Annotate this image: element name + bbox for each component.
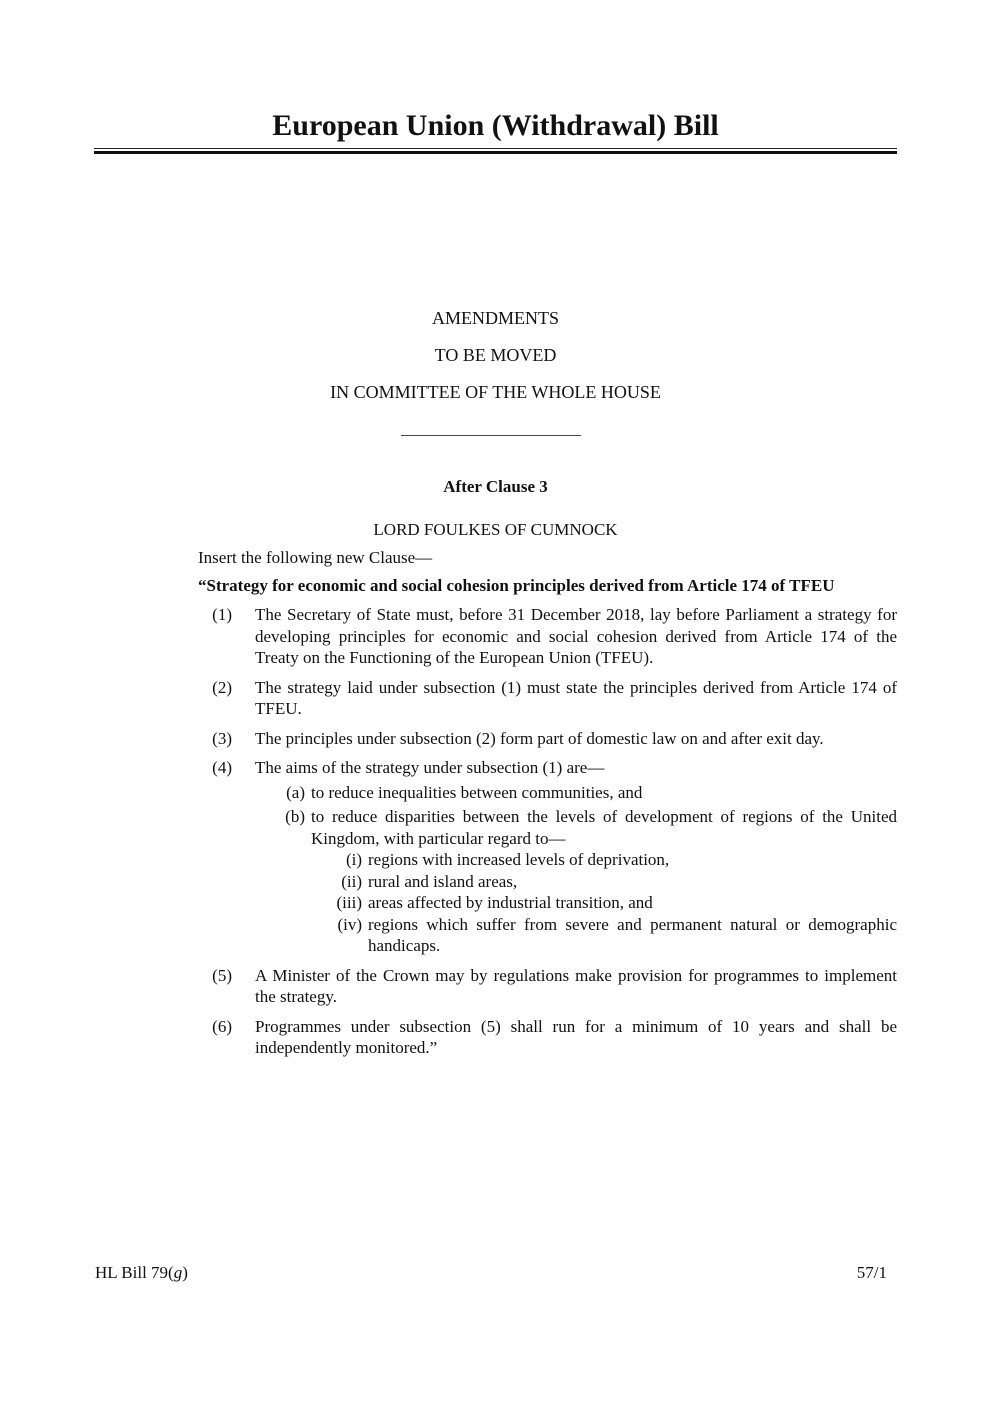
paragraph-b: [255, 806, 897, 849]
subparagraph-i: [311, 849, 897, 871]
document-title: European Union (Withdrawal) Bill: [272, 109, 719, 142]
subsection-text: Programmes under subsection (5) shall run for a minimum of 10 years and shall be independently monitored.”: [255, 1016, 897, 1057]
paragraph-number: (b): [285, 807, 305, 826]
subsection-1: [198, 604, 897, 669]
subsection-6: [198, 1016, 897, 1059]
subsection-number: (3): [212, 728, 232, 748]
subsection-number: (1): [212, 605, 232, 624]
subparagraph-number: (i): [345, 850, 362, 869]
subsection-text: A Minister of the Crown may by regulations make provision for programmes to implement the strategy.: [255, 965, 897, 1006]
title-rule-thick: [94, 151, 897, 154]
subparagraph-text: regions which suffer from severe and permanent natural or demographic handicaps.: [368, 914, 897, 955]
subparagraph-ii: [311, 871, 897, 893]
subsection-number: (2): [212, 677, 232, 697]
paragraph-number: (a): [286, 782, 305, 802]
subsection-2: [198, 677, 897, 720]
page-reference: 57/1: [856, 1263, 887, 1282]
subsection-text: The strategy laid under subsection (1) must state the principles derived from Article 174 of TFEU.: [255, 677, 897, 718]
subparagraph-number: (iii): [336, 893, 362, 912]
subsection-4: [198, 757, 897, 779]
subsection-5: [198, 965, 897, 1008]
subparagraph-text: areas affected by industrial transition, and: [368, 893, 653, 912]
subsection-text: The aims of the strategy under subsection (1) are—: [255, 758, 605, 777]
subsection-number: (5): [212, 965, 232, 985]
subparagraph-iv: [311, 914, 897, 957]
subsection-number: (4): [212, 758, 232, 777]
amendment-body: [198, 547, 897, 1059]
subsection-text: The principles under subsection (2) form part of domestic law on and after exit day.: [255, 728, 824, 748]
subsection-3: [198, 728, 897, 750]
paragraph-text: to reduce disparities between the levels of development of regions of the United Kingdom, with particular regard to—: [311, 807, 897, 848]
title-rule-thin: [94, 148, 897, 149]
intro-line-committee: IN COMMITTEE OF THE WHOLE HOUSE: [330, 382, 661, 402]
subparagraph-iii: [311, 892, 897, 914]
separator-rule: [401, 435, 581, 436]
subparagraph-text: regions with increased levels of deprivation,: [368, 850, 670, 869]
subparagraph-number: (ii): [341, 871, 362, 891]
instruction: Insert the following new Clause—: [198, 548, 433, 567]
intro-line-amendments: AMENDMENTS: [431, 308, 559, 328]
subsection-number: (6): [212, 1016, 232, 1036]
subsection-text: The Secretary of State must, before 31 December 2018, lay before Parliament a strategy for developing principles for economic and social cohesion derived from Article 174 of the Treaty on the Functioning of the European Union (TFEU).: [255, 605, 897, 667]
subparagraph-text: rural and island areas,: [368, 871, 518, 891]
amendment-mover: LORD FOULKES OF CUMNOCK: [373, 520, 618, 539]
paragraph-a: [255, 782, 897, 804]
intro-line-to-be-moved: TO BE MOVED: [434, 345, 557, 365]
bill-reference: HL Bill 79(g): [95, 1263, 188, 1282]
amendment-location: After Clause 3: [443, 477, 548, 496]
paragraph-text: to reduce inequalities between communities, and: [311, 782, 643, 802]
subparagraph-number: (iv): [337, 914, 362, 934]
clause-heading: “Strategy for economic and social cohesion principles derived from Article 174 of TFEU: [198, 575, 835, 595]
